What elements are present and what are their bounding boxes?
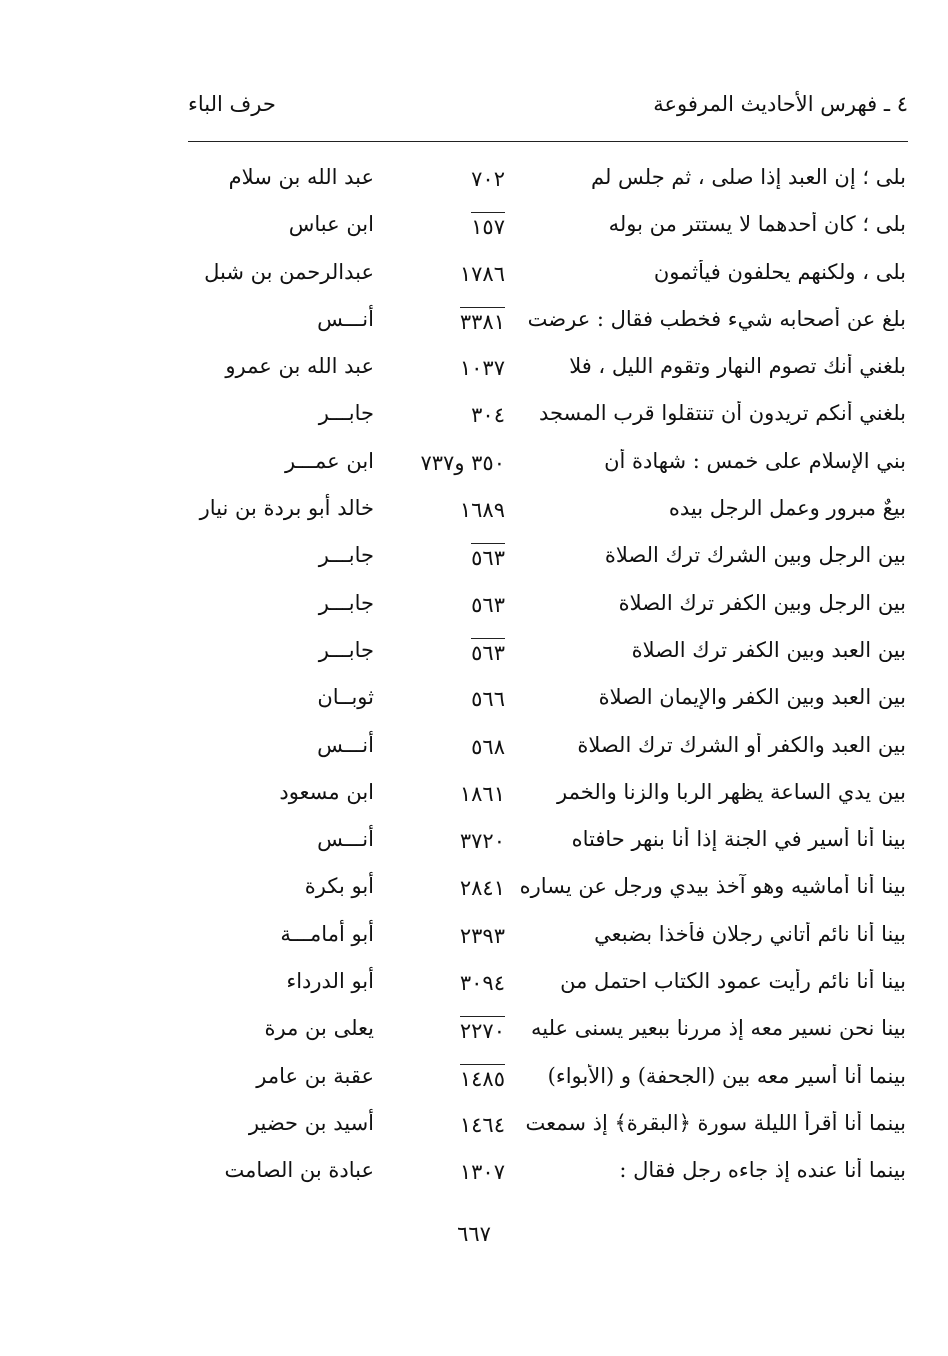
narrator-name: ثوبــان <box>317 685 374 710</box>
list-item <box>0 204 948 251</box>
page-number: ٦٦٧ <box>457 1222 491 1246</box>
narrator-name: ابن عباس <box>288 212 374 237</box>
hadith-text: بينما أنا أسير معه بين (الجحفة) و (الأبواء) <box>547 1063 906 1088</box>
list-item <box>0 346 948 393</box>
hadith-number-value: ٢٨٤١ <box>459 876 505 901</box>
hadith-number <box>395 638 505 665</box>
hadith-text: بلى ؛ كان أحدهما لا يستتر من بوله <box>608 212 906 237</box>
hadith-number-value: ٥٦٣ <box>471 638 505 665</box>
list-item <box>0 819 948 866</box>
hadith-text: بين العبد وبين الكفر والإيمان الصلاة <box>598 685 906 710</box>
hadith-number <box>395 969 505 995</box>
hadith-number-value: ٧٠٢ <box>471 167 505 191</box>
hadith-number <box>395 591 505 617</box>
hadith-number <box>395 165 505 191</box>
list-item <box>0 677 948 724</box>
list-item <box>0 630 948 677</box>
hadith-number-value: ١٦٨٩ <box>459 498 505 523</box>
hadith-number <box>395 260 505 286</box>
list-item <box>0 961 948 1008</box>
header-rule <box>188 141 908 142</box>
narrator-name: جابـــر <box>318 401 374 426</box>
hadith-number <box>395 874 505 900</box>
hadith-number <box>395 733 505 759</box>
page-header <box>188 92 908 128</box>
list-item <box>0 441 948 488</box>
list-item <box>0 1008 948 1055</box>
hadith-number <box>395 827 505 853</box>
hadith-number <box>395 780 505 806</box>
hadith-number-value: ٥٦٨ <box>471 734 505 759</box>
hadith-number-value: ٥٦٦ <box>471 687 505 712</box>
hadith-text: بين يدي الساعة يظهر الربا والزنا والخمر <box>557 779 906 804</box>
hadith-number-value: ٣٠٩٤ <box>459 971 505 996</box>
hadith-number <box>395 1064 505 1091</box>
hadith-text: بلغني أنكم تريدون أن تنتقلوا قرب المسجد <box>538 401 906 426</box>
hadith-text: بينما أنا أقرأ الليلة سورة ﴿البقرة﴾ إذ سمعت <box>525 1110 906 1135</box>
list-item <box>0 725 948 772</box>
narrator-name: أنـــس <box>317 827 374 852</box>
letter-title: حرف الباء <box>188 92 276 116</box>
narrator-name: عبد الله بن عمرو <box>225 354 374 379</box>
narrator-name: خالد أبو بردة بن نيار <box>199 496 374 521</box>
hadith-number-value: ١٧٨٦ <box>459 261 505 286</box>
narrator-name: جابـــر <box>318 543 374 568</box>
hadith-text: بينا أنا نائم أتاني رجلان فأخذا بضبعي <box>594 921 906 946</box>
hadith-text: بينا نحن نسير معه إذ مررنا ببعير يسنى عليه <box>531 1016 906 1041</box>
hadith-number <box>395 922 505 948</box>
list-item <box>0 914 948 961</box>
narrator-name: أسيد بن حضير <box>248 1110 374 1135</box>
narrator-name: عبادة بن الصامت <box>224 1158 374 1183</box>
hadith-text: بين الرجل وبين الشرك ترك الصلاة <box>604 543 906 568</box>
hadith-number-value: ٢٢٧٠ <box>460 1016 505 1043</box>
hadith-number-value: ٥٦٣ <box>471 592 505 617</box>
hadith-text: بين الرجل وبين الكفر ترك الصلاة <box>618 590 906 615</box>
narrator-name: أنـــس <box>317 732 374 757</box>
hadith-number <box>395 307 505 334</box>
hadith-number-value: ٣٧٢٠ <box>459 829 505 854</box>
hadith-number <box>395 1016 505 1043</box>
narrator-name: جابـــر <box>318 637 374 662</box>
hadith-number-value: ١٣٠٧ <box>459 1160 505 1185</box>
hadith-text: بلى ، ولكنهم يحلفون فيأثمون <box>653 259 906 284</box>
hadith-number <box>395 496 505 522</box>
hadith-number <box>395 212 505 239</box>
narrator-name: أنـــس <box>317 306 374 331</box>
hadith-text: بلغ عن أصحابه شيء فخطب فقال : عرضت <box>527 306 906 331</box>
hadith-number-value: ٢٣٩٣ <box>459 923 505 948</box>
hadith-number <box>395 685 505 711</box>
list-item <box>0 1056 948 1103</box>
list-item <box>0 772 948 819</box>
hadith-text: بني الإسلام على خمس : شهادة أن <box>604 448 906 473</box>
narrator-name: أبو الدرداء <box>286 969 374 994</box>
hadith-text: بينا أنا نائم رأيت عمود الكتاب احتمل من <box>560 969 906 994</box>
narrator-name: ابن مسعود <box>279 779 374 804</box>
list-item <box>0 535 948 582</box>
hadith-number-value: ٣٥٠ و٧٣٧ <box>420 450 505 475</box>
list-item <box>0 488 948 535</box>
hadith-number <box>395 449 505 475</box>
hadith-text: بلغني أنك تصوم النهار وتقوم الليل ، فلا <box>569 354 906 379</box>
hadith-text: بلى ؛ إن العبد إذا صلى ، ثم جلس لم <box>590 165 906 189</box>
hadith-number <box>395 1158 505 1184</box>
hadith-text: بينا أنا أماشيه وهو آخذ بيدي ورجل عن يساره <box>519 874 906 899</box>
hadith-number-value: ١٠٣٧ <box>459 356 505 381</box>
hadith-text: بين العبد والكفر أو الشرك ترك الصلاة <box>577 732 906 757</box>
hadith-number-value: ٥٦٣ <box>471 543 505 570</box>
hadith-text: بين العبد وبين الكفر ترك الصلاة <box>631 637 906 662</box>
list-item <box>0 866 948 913</box>
narrator-name: أبو أمامـــة <box>280 921 374 946</box>
hadith-number-value: ٣٣٨١ <box>460 307 505 334</box>
narrator-name: عقبة بن عامر <box>256 1063 374 1088</box>
list-item <box>0 299 948 346</box>
hadith-number-value: ٣٠٤ <box>471 403 505 428</box>
list-item <box>0 252 948 299</box>
hadith-number <box>395 543 505 570</box>
narrator-name: أبو بكرة <box>304 874 374 899</box>
narrator-name: جابـــر <box>318 590 374 615</box>
list-item <box>0 583 948 630</box>
narrator-name: عبدالرحمن بن شبل <box>204 259 374 284</box>
hadith-text: بيعٌ مبرور وعمل الرجل بيده <box>668 496 906 521</box>
hadith-text: بينما أنا عنده إذ جاءه رجل فقال : <box>619 1158 906 1183</box>
narrator-name: عبد الله بن سلام <box>228 165 374 189</box>
list-item <box>0 1103 948 1150</box>
section-title: ٤ ـ فهرس الأحاديث المرفوعة <box>653 92 908 116</box>
narrator-name: ابن عمـــر <box>284 448 374 473</box>
hadith-number-value: ١٤٨٥ <box>460 1064 505 1091</box>
hadith-number-value: ١٤٦٤ <box>459 1112 505 1137</box>
hadith-number-value: ١٥٧ <box>471 212 505 239</box>
hadith-number <box>395 401 505 427</box>
hadith-number <box>395 1111 505 1137</box>
list-item <box>0 157 948 204</box>
hadith-number-value: ١٨٦١ <box>459 781 505 806</box>
hadith-number <box>395 354 505 380</box>
list-item <box>0 393 948 440</box>
list-item <box>0 1150 948 1197</box>
hadith-index-list <box>0 157 948 1198</box>
narrator-name: يعلى بن مرة <box>264 1016 374 1041</box>
hadith-text: بينا أنا أسير في الجنة إذا أنا بنهر حافتاه <box>571 827 906 852</box>
